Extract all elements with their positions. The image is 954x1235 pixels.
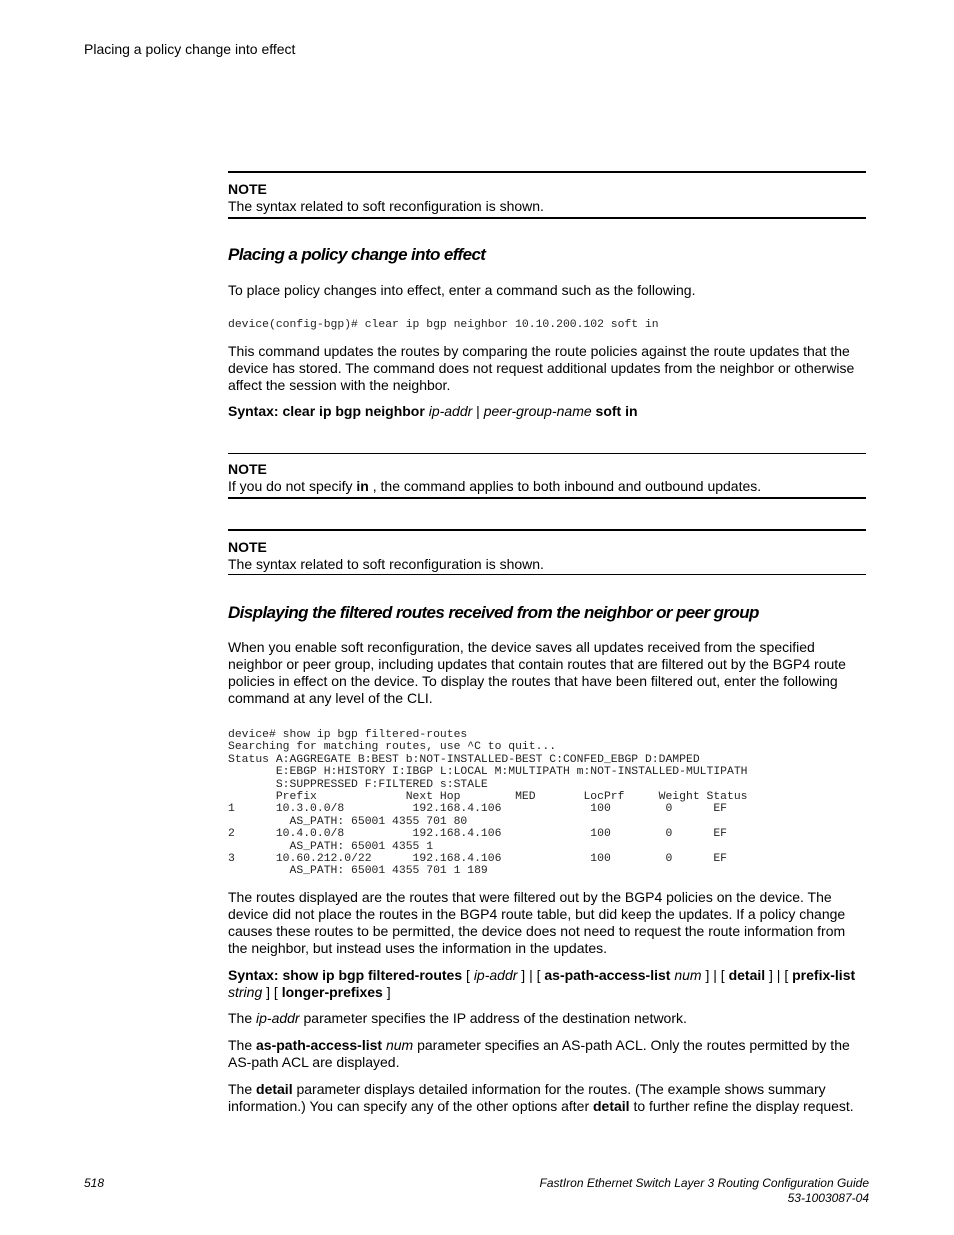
- syntax-keyword: as-path-access-list: [544, 967, 671, 983]
- note-text: The syntax related to soft reconfiguration is shown.: [228, 556, 544, 572]
- syntax-arg: num: [674, 967, 702, 983]
- paragraph: This command updates the routes by comparing the route policies against the route updates that the device has stored. The command does not request additional updates from the neighbor or otherwise affect the session with the neighbor.: [228, 343, 855, 393]
- note-box: [228, 453, 866, 499]
- cli-output-line: Status A:AGGREGATE B:BEST b:NOT-INSTALLED-BEST C:CONFED_EBGP D:DAMPED: [228, 753, 700, 766]
- paragraph: The as-path-access-list num parameter specifies an AS-path ACL. Only the routes permitted by the AS-path ACL are displayed.: [228, 1037, 850, 1070]
- cli-output-line: 1 10.3.0.0/8 192.168.4.106 100 0 EF: [228, 803, 727, 816]
- cli-output-line: AS_PATH: 65001 4355 1: [228, 840, 434, 853]
- note-label: NOTE: [228, 181, 267, 197]
- note-label: NOTE: [228, 539, 267, 555]
- note-keyword: in: [356, 478, 369, 494]
- cli-output-line: Prefix Next Hop MED LocPrf Weight Status: [228, 791, 748, 804]
- syntax-keyword: longer-prefixes: [281, 984, 383, 1000]
- note-label: NOTE: [228, 461, 267, 477]
- param-name: num: [385, 1037, 414, 1053]
- syntax-line: Syntax: show ip bgp filtered-routes [ ip-addr ] | [ as-path-access-list num ] | [ detail ] | [ prefix-list string ] [ longer-prefixes ]: [228, 967, 856, 1000]
- paragraph: The ip-addr parameter specifies the IP address of the destination network.: [228, 1010, 687, 1026]
- syntax-line: [228, 403, 868, 420]
- syntax-keyword: soft in: [595, 403, 638, 419]
- cli-output-line: AS_PATH: 65001 4355 701 1 189: [228, 865, 488, 878]
- doc-number: 53-1003087-04: [787, 1191, 869, 1205]
- note-box: [228, 529, 866, 575]
- note-text: If you do not specify in , the command applies to both inbound and outbound updates.: [228, 478, 762, 494]
- note-box: [228, 171, 866, 219]
- param-name: as-path-access-list: [256, 1037, 383, 1053]
- doc-title: FastIron Ethernet Switch Layer 3 Routing Configuration Guide: [539, 1176, 869, 1190]
- cli-output-line: 3 10.60.212.0/22 192.168.4.106 100 0 EF: [228, 853, 727, 866]
- running-header: Placing a policy change into effect: [84, 41, 296, 57]
- paragraph: When you enable soft reconfiguration, the device saves all updates received from the specified neighbor or peer group, including updates that contain routes that are filtered out by the BGP4 route policies in effect on the device. To display the routes that have been filtered out, enter the following command at any level of the CLI.: [228, 639, 846, 706]
- paragraph: The detail parameter displays detailed information for the routes. (The example shows summary information.) You can specify any of the other options after detail to further refine the display request.: [228, 1081, 854, 1114]
- command-example: device(config-bgp)# clear ip bgp neighbor 10.10.200.102 soft in: [228, 319, 659, 331]
- cli-output-line: E:EBGP H:HISTORY I:IBGP L:LOCAL M:MULTIPATH m:NOT-INSTALLED-MULTIPATH: [228, 766, 748, 779]
- syntax-command: Syntax: clear ip bgp neighbor: [228, 403, 425, 419]
- section-heading: Displaying the filtered routes received from the neighbor or peer group: [228, 603, 759, 622]
- syntax-separator: |: [472, 403, 484, 419]
- section-heading: Placing a policy change into effect: [228, 245, 486, 264]
- cli-output-line: 2 10.4.0.0/8 192.168.4.106 100 0 EF: [228, 828, 727, 841]
- footer-doc-info: [539, 1176, 869, 1206]
- syntax-arg: ip-addr: [428, 403, 473, 419]
- syntax-arg: ip-addr: [473, 967, 518, 983]
- paragraph: The routes displayed are the routes that were filtered out by the BGP4 policies on the device. The device did not place the routes in the BGP4 route table, but did keep the updates. If a policy change causes these routes to be permitted, the device does not need to request the route information from the neighbor, but instead uses the information in the updates.: [228, 889, 846, 956]
- syntax-keyword: detail: [728, 967, 766, 983]
- page-number: 518: [84, 1176, 105, 1190]
- syntax-command: Syntax: show ip bgp filtered-routes: [228, 967, 463, 983]
- param-name: detail: [593, 1098, 630, 1114]
- syntax-arg: peer-group-name: [483, 403, 592, 419]
- cli-output-line: device# show ip bgp filtered-routes: [228, 729, 468, 741]
- cli-output-line: AS_PATH: 65001 4355 701 80: [228, 815, 468, 828]
- param-name: ip-addr: [256, 1010, 300, 1026]
- note-text: The syntax related to soft reconfiguration is shown.: [228, 198, 544, 214]
- cli-output: [228, 729, 748, 878]
- syntax-arg: string: [228, 984, 263, 1000]
- cli-output-line: Searching for matching routes, use ^C to quit...: [228, 741, 557, 754]
- cli-output-line: S:SUPPRESSED F:FILTERED s:STALE: [228, 778, 488, 791]
- paragraph: To place policy changes into effect, enter a command such as the following.: [228, 282, 696, 298]
- syntax-keyword: prefix-list: [792, 967, 856, 983]
- param-name: detail: [256, 1081, 293, 1097]
